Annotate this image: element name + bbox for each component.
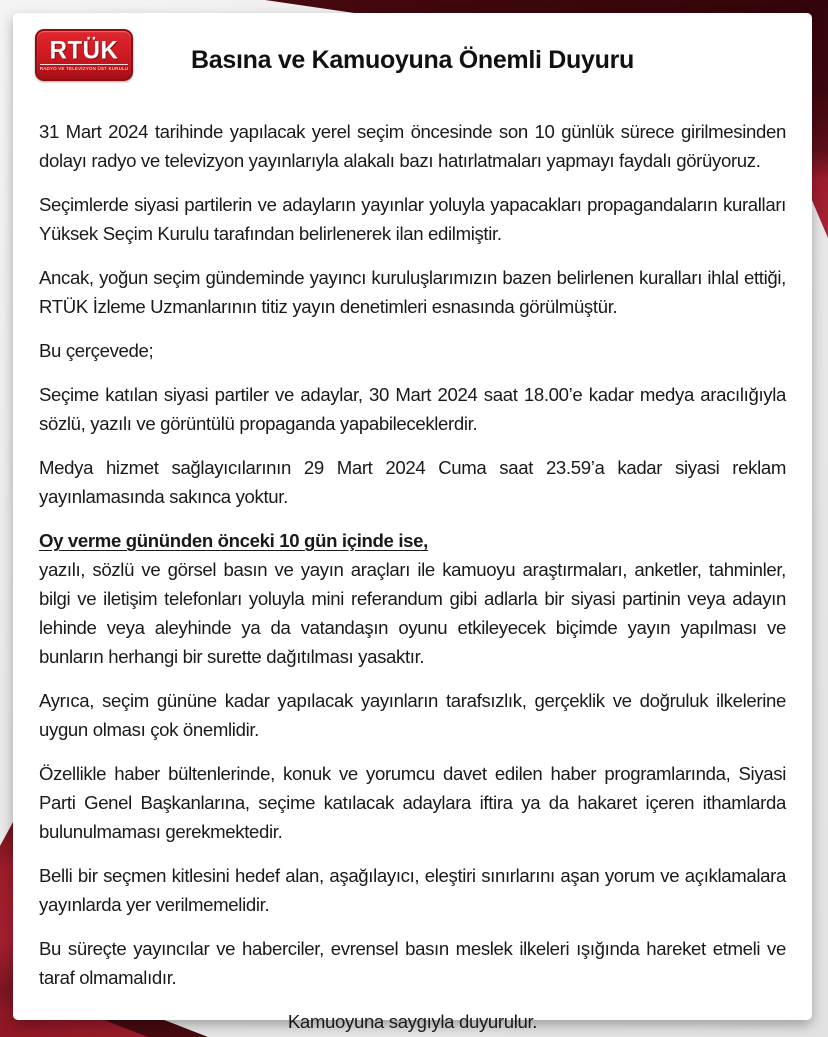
- paragraph-10: Belli bir seçmen kitlesini hedef alan, aşağılayıcı, eleştiri sınırlarını aşan yorum ve açıklamalara yayınlarda yer verilmemelidir.: [39, 865, 786, 915]
- page-title: Basına ve Kamuoyuna Önemli Duyuru: [191, 46, 634, 74]
- paragraph-4: Bu çerçevede;: [39, 340, 154, 361]
- rtuk-logo-tagline: RADYO VE TELEVİZYON ÜST KURULU: [39, 65, 129, 71]
- closing-line: Kamuoyuna saygıyla duyurulur.: [287, 1011, 538, 1032]
- paragraph-9: Özellikle haber bültenlerinde, konuk ve yorumcu davet edilen haber programlarında, Siyasi Parti Genel Başkanlarına, seçime katılacak adaylara iftira ya da hakaret içeren ithamlarda bulunulmaması gerekmektedir.: [39, 763, 786, 842]
- card-header: [27, 23, 798, 111]
- paragraph-6: Medya hizmet sağlayıcılarının 29 Mart 2024 Cuma saat 23.59’a kadar siyasi reklam yayınlamasında sakınca yoktur.: [39, 457, 786, 507]
- rtuk-logo: [35, 29, 133, 81]
- paragraph-11: Bu süreçte yayıncılar ve haberciler, evrensel basın meslek ilkeleri ışığında hareket etmeli ve taraf olmamalıdır.: [39, 938, 786, 988]
- left-ribbon-decoration: [0, 822, 13, 1037]
- paragraph-1: 31 Mart 2024 tarihinde yapılacak yerel seçim öncesinde son 10 günlük sürece girilmesinden dolayı radyo ve televizyon yayınlarıyla alakalı bazı hatırlatmaları yapmayı faydalı görüyoruz.: [39, 121, 786, 171]
- rtuk-logo-text: RTÜK: [49, 35, 119, 65]
- emphasis-body: yazılı, sözlü ve görsel basın ve yayın araçları ile kamuoyu araştırmaları, anketler, tahminler, bilgi ve iletişim telefonları yoluyla mini referandum gibi adlarla bir siyasi partinin veya adayın lehinde veya aleyhinde ya da vatandaşın oyunu etkileyecek biçimde yayın yapılması ve bunların herhangi bir surette dağıtılması yasaktır.: [39, 559, 786, 667]
- announcement-body: [27, 111, 798, 1036]
- paragraph-8: Ayrıca, seçim gününe kadar yapılacak yayınların tarafsızlık, gerçeklik ve doğruluk ilkelerine uygun olması çok önemlidir.: [39, 690, 786, 740]
- emphasis-heading: Oy verme gününden önceki 10 gün içinde ise,: [39, 530, 428, 551]
- paragraph-5: Seçime katılan siyasi partiler ve adaylar, 30 Mart 2024 saat 18.00’e kadar medya aracılığıyla sözlü, yazılı ve görüntülü propaganda yapabileceklerdir.: [39, 384, 786, 434]
- paragraph-2: Seçimlerde siyasi partilerin ve adayların yayınlar yoluyla yapacakları propagandaların kuralları Yüksek Seçim Kurulu tarafından belirlenerek ilan edilmiştir.: [39, 194, 786, 244]
- right-ribbon-decoration: [811, 0, 828, 245]
- paragraph-3: Ancak, yoğun seçim gündeminde yayıncı kuruluşlarımızın bazen belirlenen kuralları ihlal ettiği, RTÜK İzleme Uzmanlarının titiz yayın denetimleri esnasında görülmüştür.: [39, 267, 786, 317]
- announcement-card: [13, 13, 812, 1032]
